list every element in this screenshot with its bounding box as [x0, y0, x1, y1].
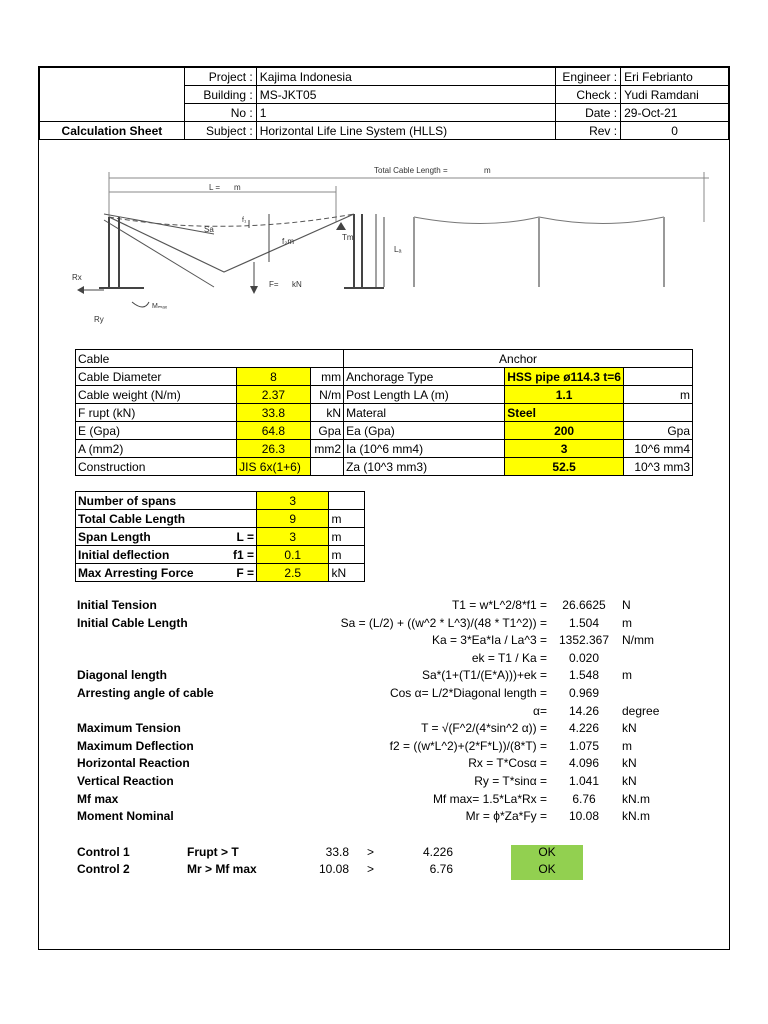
span-cell-sym: L = [196, 528, 257, 546]
cable-cell-unit: N/m [310, 386, 343, 404]
calc-unit: kN [622, 721, 637, 736]
calc-formula: Mr = ϕ*Za*Fy = [465, 809, 547, 824]
cable-cell-a-label: Ia (10^6 mm4) [344, 440, 505, 458]
span-cell-unit [329, 492, 365, 510]
control-rhs: 6.76 [429, 862, 453, 876]
cable-cell-a-label: Za (10^3 mm3) [344, 458, 505, 476]
calculations [39, 598, 731, 848]
calc-row [39, 598, 731, 616]
anchor-header: Anchor [344, 350, 693, 368]
calc-value: 1.041 [568, 774, 600, 788]
calc-value: 1352.367 [558, 633, 610, 648]
rev-label: Rev : [556, 122, 621, 140]
calc-row [39, 616, 731, 634]
calc-row [39, 756, 731, 774]
calc-unit: N/mm [622, 633, 654, 648]
cable-cell-label: F rupt (kN) [76, 404, 237, 422]
calc-formula: Rx = T*Cosα = [468, 756, 547, 771]
span-row [76, 492, 365, 510]
total-cable-length-label: Total Cable Length = [374, 166, 448, 175]
cable-cell-label: Construction [76, 458, 237, 476]
calc-value: 4.226 [568, 721, 600, 736]
calc-unit: kN.m [622, 791, 650, 806]
span-cell-unit: m [329, 546, 365, 564]
cable-cell-value: 26.3 [237, 440, 311, 458]
control-cond: Frupt > T [187, 845, 239, 859]
calc-formula: Sa*(1+(T1/(E*A)))+ek = [421, 668, 547, 683]
f2-label: f₂m [282, 237, 294, 246]
check-value: Yudi Ramdani [621, 86, 729, 104]
control-lhs: 10.08 [318, 862, 349, 876]
calc-value: 26.6625 [562, 598, 606, 612]
calc-label: Vertical Reaction [77, 774, 174, 788]
calc-label: Arresting angle of cable [77, 686, 214, 700]
date-label: Date : [556, 104, 621, 122]
calc-label: Initial Cable Length [77, 615, 188, 630]
calc-row [39, 739, 731, 757]
cable-row [76, 386, 693, 404]
cable-cell-label: Cable weight (N/m) [76, 386, 237, 404]
calc-label: Initial Tension [77, 598, 157, 612]
calc-row [39, 668, 731, 686]
span-row [76, 510, 365, 528]
calc-formula: Mf max= 1.5*La*Rx = [432, 791, 547, 806]
ry-label: Ry [94, 315, 104, 324]
control-cond: Mr > Mf max [187, 862, 257, 876]
calc-value: 10.08 [568, 809, 600, 824]
cable-cell-a-value: Steel [505, 404, 624, 422]
calc-row [39, 774, 731, 792]
span-cell-value: 2.5 [257, 564, 329, 582]
span-cell-unit: kN [329, 564, 365, 582]
calc-unit: m [622, 615, 632, 630]
span-cell-label: Span Length [76, 528, 196, 546]
cable-row [76, 422, 693, 440]
calc-label: Moment Nominal [77, 809, 174, 824]
cable-cell-label: Cable Diameter [76, 368, 237, 386]
f1-label: f₁ [242, 217, 247, 224]
calc-value: 1.548 [568, 668, 600, 683]
cable-cell-a-value: 52.5 [505, 458, 624, 476]
calc-row [39, 633, 731, 651]
cable-cell-unit: Gpa [310, 422, 343, 440]
cable-cell-a-label: Post Length LA (m) [344, 386, 505, 404]
cable-cell-value: 33.8 [237, 404, 311, 422]
cable-cell-a-unit [623, 404, 692, 422]
la-label: Lₐ [394, 245, 402, 254]
svg-text:kN: kN [292, 280, 302, 289]
control-row [39, 862, 731, 880]
cable-cell-value: 64.8 [237, 422, 311, 440]
cable-cell-label: E (Gpa) [76, 422, 237, 440]
span-cell-value: 0.1 [257, 546, 329, 564]
span-cell-value: 9 [257, 510, 329, 528]
check-label: Check : [556, 86, 621, 104]
calc-label: Horizontal Reaction [77, 756, 190, 771]
svg-text:m: m [484, 166, 491, 175]
calc-value: 6.76 [572, 791, 596, 806]
calc-label: Maximum Deflection [77, 738, 194, 753]
building-value: MS-JKT05 [256, 86, 555, 104]
cable-cell-a-unit: 10^6 mm4 [623, 440, 692, 458]
cable-row [76, 404, 693, 422]
span-cell-label: Max Arresting Force [76, 564, 196, 582]
calc-unit: kN [622, 756, 637, 771]
subject-value: Horizontal Life Line System (HLLS) [256, 122, 555, 140]
calc-row [39, 686, 731, 704]
span-cell-unit: m [329, 528, 365, 546]
cable-header: Cable [76, 350, 344, 368]
calc-label: Diagonal length [77, 668, 167, 683]
mmax-label: Mₘₐₓ [152, 303, 168, 310]
cable-cell-a-value: 200 [505, 422, 624, 440]
control-row [39, 845, 731, 863]
span-cell-label: Number of spans [76, 492, 196, 510]
cable-row [76, 458, 693, 476]
calc-value: 14.26 [568, 703, 600, 718]
date-value: 29-Oct-21 [621, 104, 729, 122]
calc-row [39, 792, 731, 810]
calc-row [39, 809, 731, 827]
engineer-value: Eri Febrianto [621, 68, 729, 86]
cable-cell-a-unit: 10^3 mm3 [623, 458, 692, 476]
cable-row [76, 368, 693, 386]
span-cell-label: Initial deflection [76, 546, 196, 564]
sa-label: Sa [204, 225, 214, 234]
cable-cell-a-unit [623, 368, 692, 386]
calculation-sheet [38, 66, 730, 950]
cable-anchor-table [75, 349, 693, 476]
calc-unit: kN [622, 774, 637, 788]
calc-value: 4.096 [568, 756, 600, 771]
cable-cell-value: 8 [237, 368, 311, 386]
cable-cell-a-value: 1.1 [505, 386, 624, 404]
cable-row [76, 440, 693, 458]
calc-value: 0.969 [568, 686, 600, 700]
header-table [39, 67, 729, 140]
span-length-label: L = [209, 183, 221, 192]
calc-value: 0.020 [568, 650, 600, 665]
control-label: Control 2 [77, 862, 130, 876]
span-row [76, 546, 365, 564]
calc-label: Mf max [77, 791, 119, 806]
cable-cell-a-label: Anchorage Type [344, 368, 505, 386]
building-label: Building : [184, 86, 256, 104]
engineer-label: Engineer : [556, 68, 621, 86]
calc-unit: kN.m [622, 809, 650, 824]
cable-cell-unit: kN [310, 404, 343, 422]
rev-value: 0 [621, 122, 729, 140]
cable-cell-a-unit: m [623, 386, 692, 404]
span-cell-sym: F = [196, 564, 257, 582]
calc-value: 1.504 [568, 615, 600, 630]
span-cell-value: 3 [257, 528, 329, 546]
cable-cell-a-value: 3 [505, 440, 624, 458]
calc-unit: degree [622, 703, 660, 718]
span-cell-sym [196, 492, 257, 510]
control-op: > [367, 845, 375, 859]
control-op: > [367, 862, 375, 876]
cable-cell-unit: mm [310, 368, 343, 386]
calc-row [39, 704, 731, 722]
span-cell-sym [196, 510, 257, 528]
span-table [75, 491, 365, 582]
calc-value: 1.075 [568, 738, 600, 753]
span-cell-sym: f1 = [196, 546, 257, 564]
cable-cell-unit: mm2 [310, 440, 343, 458]
force-label: F= [269, 280, 279, 289]
calc-formula: T1 = w*L^2/8*f1 = [451, 598, 547, 612]
header-blank [40, 68, 185, 86]
no-label: No : [184, 104, 256, 122]
control-rhs: 4.226 [422, 845, 453, 859]
calc-formula: Ry = T*sinα = [474, 774, 547, 788]
project-value: Kajima Indonesia [256, 68, 555, 86]
control-lhs: 33.8 [325, 845, 349, 859]
svg-text:m: m [234, 183, 241, 192]
calc-formula: Cos α= L/2*Diagonal length = [389, 686, 547, 700]
tm-label: Tm [342, 233, 354, 242]
calc-unit: m [622, 738, 632, 753]
controls [39, 845, 731, 885]
calc-formula: Ka = 3*Ea*Ia / La^3 = [431, 633, 547, 648]
calc-formula: ek = T1 / Ka = [471, 650, 547, 665]
calc-unit: N [622, 598, 631, 612]
cable-cell-label: A (mm2) [76, 440, 237, 458]
cable-cell-value: 2.37 [237, 386, 311, 404]
control-result: OK [511, 862, 583, 880]
sheet-title: Calculation Sheet [40, 122, 185, 140]
calc-formula: f2 = ((w*L^2)+(2*F*L))/(8*T) = [389, 738, 547, 753]
span-row [76, 528, 365, 546]
cable-cell-a-unit: Gpa [623, 422, 692, 440]
rx-label: Rx [72, 273, 82, 282]
cable-cell-a-label: Materal [344, 404, 505, 422]
subject-label: Subject : [184, 122, 256, 140]
span-cell-label: Total Cable Length [76, 510, 196, 528]
control-label: Control 1 [77, 845, 130, 859]
cable-cell-value: JIS 6x(1+6) [237, 458, 311, 476]
calc-row [39, 721, 731, 739]
span-cell-value: 3 [257, 492, 329, 510]
span-cell-unit: m [329, 510, 365, 528]
span-row [76, 564, 365, 582]
calc-formula: Sa = (L/2) + ((w^2 * L^3)/(48 * T1^2)) = [340, 615, 547, 630]
cable-diagram [64, 162, 709, 332]
cable-cell-unit [310, 458, 343, 476]
calc-formula: T = √(F^2/(4*sin^2 α)) = [421, 721, 547, 736]
cable-cell-a-label: Ea (Gpa) [344, 422, 505, 440]
calc-label: Maximum Tension [77, 721, 181, 736]
project-label: Project : [184, 68, 256, 86]
calc-row [39, 651, 731, 669]
control-result: OK [511, 845, 583, 863]
cable-cell-a-value: HSS pipe ø114.3 t=6 [505, 368, 624, 386]
calc-unit: m [622, 668, 632, 683]
calc-formula: α= [533, 703, 547, 718]
no-value: 1 [256, 104, 555, 122]
